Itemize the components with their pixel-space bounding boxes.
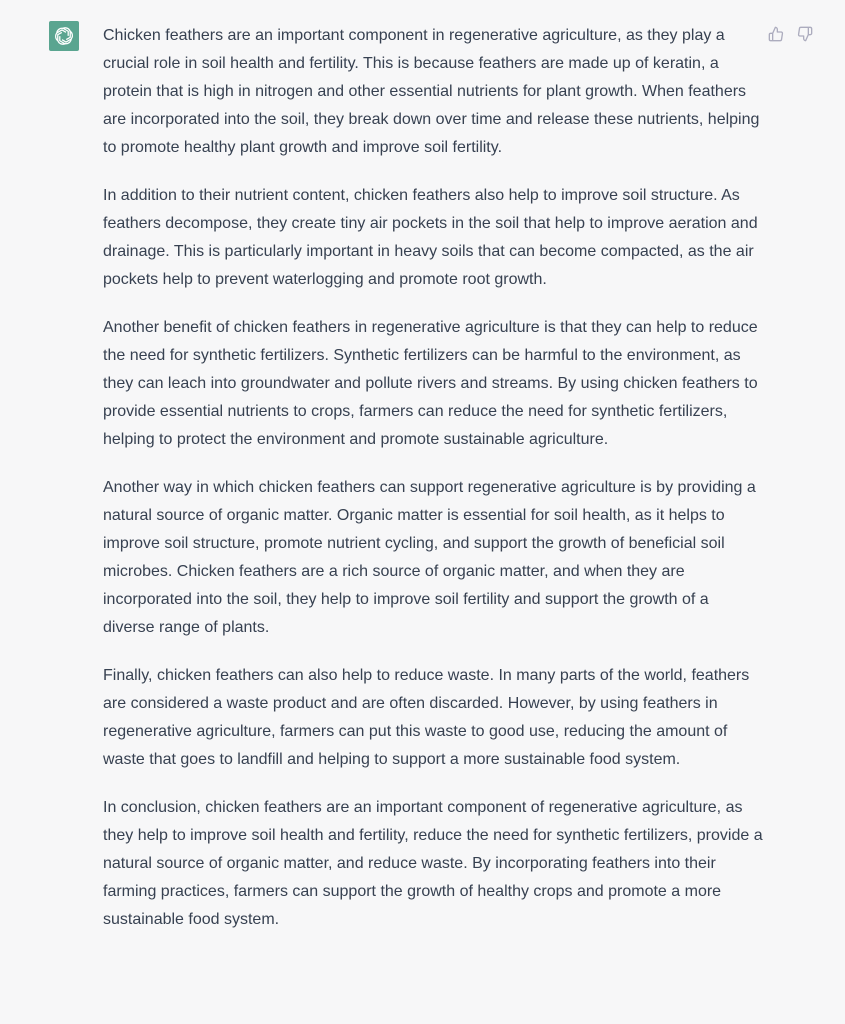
thumbs-up-button[interactable] (766, 24, 786, 44)
thumbs-up-icon (768, 26, 784, 42)
message-content (103, 22, 763, 934)
message-paragraph-5: Finally, chicken feathers can also help to reduce waste. In many parts of the world, feathers are considered a waste product and are often discarded. However, by using feathers in regenerative agriculture, farmers can put this waste to good use, reducing the amount of waste that goes to landfill and helping to support a more sustainable food system. (103, 667, 750, 768)
thumbs-down-button[interactable] (795, 24, 815, 44)
message-paragraph-1: Chicken feathers are an important component in regenerative agriculture, as they play a crucial role in soil health and fertility. This is because feathers are made up of keratin, a protein that is high in nitrogen and other essential nutrients for plant growth. When feathers are incorporated into the soil, they break down over time and release these nutrients, helping to promote healthy plant growth and improve soil fertility. (103, 27, 760, 156)
feedback-buttons (766, 24, 815, 44)
assistant-avatar (49, 21, 79, 51)
message-paragraph-3: Another benefit of chicken feathers in regenerative agriculture is that they can help to reduce the need for synthetic fertilizers. Synthetic fertilizers can be harmful to the environment, as they can leach into groundwater and pollute rivers and streams. By using chicken feathers to provide essential nutrients to crops, farmers can reduce the need for synthetic fertilizers, helping to protect the environment and promote sustainable agriculture. (103, 319, 758, 448)
message-paragraph-6: In conclusion, chicken feathers are an important component of regenerative agriculture, as they help to improve soil health and fertility, reduce the need for synthetic fertilizers, provide a natural source of organic matter, and reduce waste. By incorporating feathers into their farming practices, farmers can support the growth of healthy crops and promote a more sustainable food system. (103, 799, 763, 928)
openai-logo-icon (53, 25, 75, 47)
thumbs-down-icon (797, 26, 813, 42)
message-paragraph-4: Another way in which chicken feathers can support regenerative agriculture is by providing a natural source of organic matter. Organic matter is essential for soil health, as it helps to improve soil structure, promote nutrient cycling, and support the growth of beneficial soil microbes. Chicken feathers are a rich source of organic matter, and when they are incorporated into the soil, they help to improve soil fertility and support the growth of a diverse range of plants. (103, 479, 756, 636)
message-paragraph-2: In addition to their nutrient content, chicken feathers also help to improve soil structure. As feathers decompose, they create tiny air pockets in the soil that help to improve aeration and drainage. This is particularly important in heavy soils that can become compacted, as the air pockets help to prevent waterlogging and promote root growth. (103, 187, 758, 288)
